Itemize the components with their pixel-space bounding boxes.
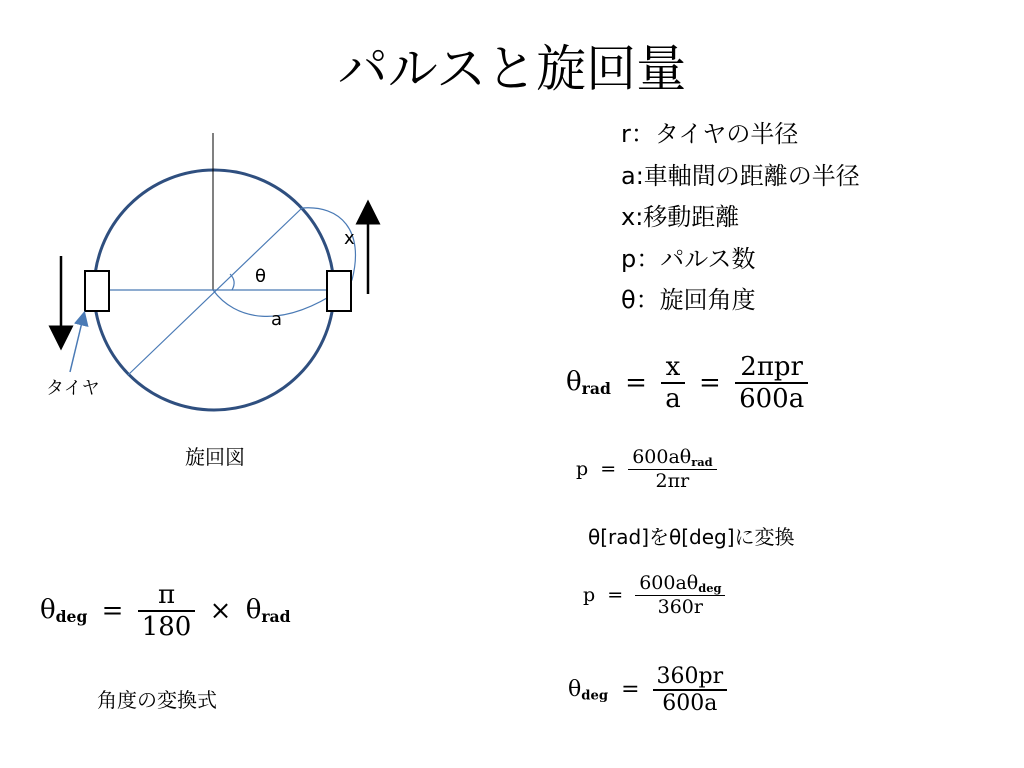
f3-den: 360r (657, 596, 703, 619)
f3-num: 600aθ (639, 572, 699, 594)
right-tire (327, 271, 351, 311)
left-tire (85, 271, 109, 311)
f1-eq2: = (699, 367, 721, 398)
definition-a: a:車軸間の距離の半径 (621, 161, 860, 190)
f5-times: × (209, 595, 232, 626)
f1-frac2 (735, 352, 808, 414)
f5-frac (138, 580, 196, 642)
f4-lhs: θ (568, 676, 582, 702)
f2-den: 2πr (655, 470, 690, 493)
label-theta: θ (255, 266, 267, 287)
label-tire: タイヤ (46, 378, 100, 399)
definition-x: x:移動距離 (621, 203, 740, 231)
formula-theta-deg (568, 664, 727, 716)
f3-eq: = (607, 584, 624, 607)
definition-r: r：タイヤの半径 (621, 120, 799, 148)
formula-p-deg (583, 572, 725, 618)
definition-p: p：パルス数 (621, 244, 756, 273)
f1-den2: 600a (739, 383, 805, 414)
diagram-caption: 旋回図 (185, 445, 245, 469)
f5-den: 180 (141, 611, 192, 642)
f5-lhs: θ (40, 595, 56, 626)
tire-pointer-arrow (70, 318, 83, 372)
formula-theta-rad (566, 352, 808, 414)
label-a: a (271, 309, 283, 330)
f3-num-sub: deg (698, 580, 722, 595)
f2-num-sub: rad (691, 454, 713, 469)
label-x: x (344, 228, 355, 249)
f1-lhs: θ (566, 367, 582, 398)
f4-eq: = (621, 677, 640, 703)
rotated-axis-line (128, 208, 302, 375)
f5-num: π (157, 580, 176, 610)
f5-eq: = (101, 595, 124, 626)
f1-num1: x (665, 352, 681, 382)
definition-theta: θ：旋回角度 (621, 286, 756, 314)
f3-frac (635, 572, 725, 618)
f4-lhs-sub: deg (581, 687, 609, 703)
f1-lhs-sub: rad (581, 379, 611, 399)
f2-lhs: p (576, 458, 589, 481)
f3-lhs: p (583, 584, 596, 607)
f5-rhs-sub: rad (261, 607, 291, 627)
f1-num2: 2πpr (740, 352, 803, 382)
f5-rhs: θ (245, 595, 262, 626)
f2-frac (628, 446, 716, 492)
f4-num: 360pr (656, 664, 724, 689)
formula-p-rad (576, 446, 717, 492)
f4-frac (653, 664, 728, 716)
formula-deg-conversion (40, 580, 291, 642)
formula-caption: 角度の変換式 (97, 688, 217, 712)
f1-frac1 (661, 352, 685, 414)
variable-definitions (621, 116, 860, 324)
f4-den: 600a (662, 690, 718, 716)
conversion-note: θ[rad]をθ[deg]に変換 (588, 525, 795, 549)
f2-num: 600aθ (632, 446, 692, 468)
slide-title: パルスと旋回量 (337, 40, 687, 98)
f2-eq: = (600, 458, 617, 481)
f1-eq: = (625, 367, 647, 398)
f5-lhs-sub: deg (55, 607, 88, 627)
f1-den1: a (665, 383, 681, 414)
